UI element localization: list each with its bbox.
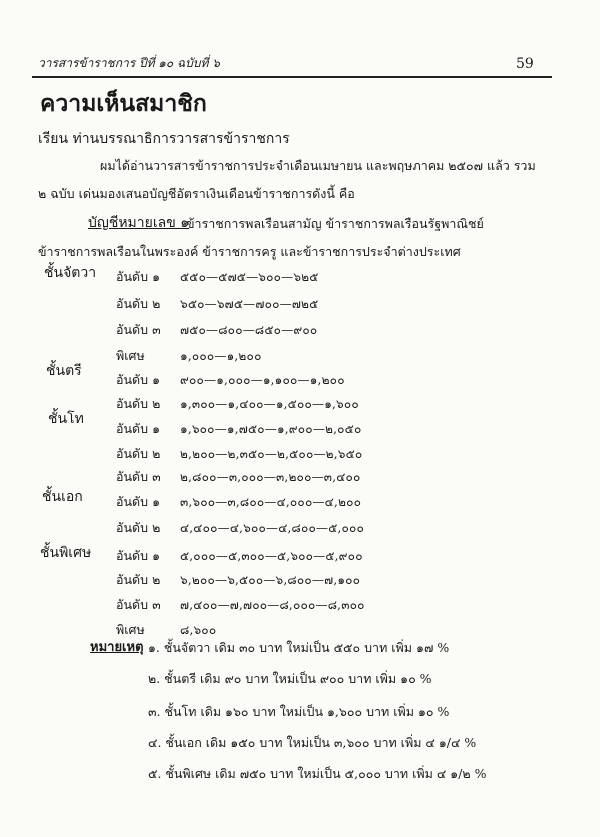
salary-range: ๓,๖๐๐—๓,๘๐๐—๔,๐๐๐—๔,๒๐๐ xyxy=(180,495,362,509)
grade-label: อันดับ ๓ xyxy=(116,597,161,612)
level-label: ชั้นโท xyxy=(48,411,84,427)
grade-label: อันดับ ๑ xyxy=(116,494,161,509)
salary-range: ๘,๖๐๐ xyxy=(180,623,217,637)
salary-range: ๖,๒๐๐—๖,๕๐๐—๖,๘๐๐—๗,๑๐๐ xyxy=(180,573,361,587)
salary-range: ๗๕๐—๘๐๐—๘๕๐—๙๐๐ xyxy=(180,323,318,337)
level-label: ชั้นพิเศษ xyxy=(40,545,92,561)
letter-paragraph-line: ผมได้อ่านวารสารข้าราชการประจำเดือนเมษายน และพฤษภาคม ๒๕๐๗ แล้ว รวม xyxy=(100,158,536,173)
salary-range: ๖๕๐—๖๗๕—๗๐๐—๗๒๕ xyxy=(180,297,319,311)
letter-salutation: เรียน ท่านบรรณาธิการวารสารข้าราชการ xyxy=(38,131,290,147)
level-label: ชั้นจัตวา xyxy=(44,265,97,281)
remark-note: ๓. ชั้นโท เดิม ๑๖๐ บาท ใหม่เป็น ๑,๖๐๐ บาท เพิ่ม ๑๐ % xyxy=(148,704,450,719)
grade-label: อันดับ ๑ xyxy=(116,372,161,387)
grade-label: อันดับ ๑ xyxy=(116,548,161,563)
remark-note: ๒. ชั้นตรี เดิม ๙๐ บาท ใหม่เป็น ๙๐๐ บาท เพิ่ม ๑๐ % xyxy=(148,671,432,686)
grade-label: พิเศษ xyxy=(116,348,145,363)
letter-paragraph-line: ๒ ฉบับ เด่นมองเสนอบัญชีอัตราเงินเดือนข้าราชการดังนี้ คือ xyxy=(38,186,355,201)
remarks-label: หมายเหตุ xyxy=(90,640,144,655)
grade-label: อันดับ ๑ xyxy=(116,269,161,284)
section-title: ความเห็นสมาชิก xyxy=(40,90,207,117)
salary-range: ๕,๐๐๐—๕,๓๐๐—๕,๖๐๐—๕,๙๐๐ xyxy=(180,549,363,563)
list-intro-line: ข้าราชการพลเรือนสามัญ ข้าราชการพลเรือนรัฐพาณิชย์ xyxy=(186,216,484,231)
list-intro-line: ข้าราชการพลเรือนในพระองค์ ข้าราชการครู และข้าราชการประจำต่างประเทศ xyxy=(38,244,461,259)
level-label: ชั้นตรี xyxy=(46,363,82,379)
grade-label: อันดับ ๓ xyxy=(116,469,161,484)
level-label: ชั้นเอก xyxy=(42,489,83,505)
header-rule xyxy=(32,76,552,78)
grade-label: อันดับ ๑ xyxy=(116,421,161,436)
grade-label: พิเศษ xyxy=(116,622,145,637)
remark-note: ๑. ชั้นจัตวา เดิม ๓๐ บาท ใหม่เป็น ๕๕๐ บาท เพิ่ม ๑๗ % xyxy=(148,640,450,655)
salary-range: ๒,๒๐๐—๒,๓๕๐—๒,๕๐๐—๒,๖๕๐ xyxy=(180,447,363,461)
grade-label: อันดับ ๓ xyxy=(116,322,161,337)
grade-label: อันดับ ๒ xyxy=(116,446,161,461)
salary-range: ๔,๔๐๐—๔,๖๐๐—๔,๘๐๐—๕,๐๐๐ xyxy=(180,521,365,535)
remark-note: ๕. ชั้นพิเศษ เดิม ๗๕๐ บาท ใหม่เป็น ๕,๐๐๐ บาท เพิ่ม ๔ ๑/๒ % xyxy=(148,766,487,781)
salary-range: ๑,๐๐๐—๑,๒๐๐ xyxy=(180,349,262,363)
salary-range: ๕๕๐—๕๗๕—๖๐๐—๖๒๕ xyxy=(180,270,319,284)
salary-range: ๗,๔๐๐—๗,๗๐๐—๘,๐๐๐—๘,๓๐๐ xyxy=(180,598,365,612)
page-number: 59 xyxy=(516,56,534,72)
salary-range: ๙๐๐—๑,๐๐๐—๑,๑๐๐—๑,๒๐๐ xyxy=(180,373,345,387)
grade-label: อันดับ ๒ xyxy=(116,396,161,411)
salary-range: ๑,๓๐๐—๑,๔๐๐—๑,๕๐๐—๑,๖๐๐ xyxy=(180,397,359,411)
salary-range: ๑,๖๐๐—๑,๗๕๐—๑,๙๐๐—๒,๐๕๐ xyxy=(180,422,362,436)
salary-range: ๒,๘๐๐—๓,๐๐๐—๓,๒๐๐—๓,๔๐๐ xyxy=(180,470,361,484)
running-header: วารสารข้าราชการ ปีที่ ๑๐ ฉบับที่ ๖ xyxy=(38,56,220,70)
grade-label: อันดับ ๒ xyxy=(116,520,161,535)
grade-label: อันดับ ๒ xyxy=(116,572,161,587)
list-title: บัญชีหมายเลข ๑ xyxy=(88,215,190,231)
remark-note: ๔. ชั้นเอก เดิม ๑๕๐ บาท ใหม่เป็น ๓,๖๐๐ บาท เพิ่ม ๔ ๑/๔ % xyxy=(148,735,477,750)
grade-label: อันดับ ๒ xyxy=(116,296,161,311)
